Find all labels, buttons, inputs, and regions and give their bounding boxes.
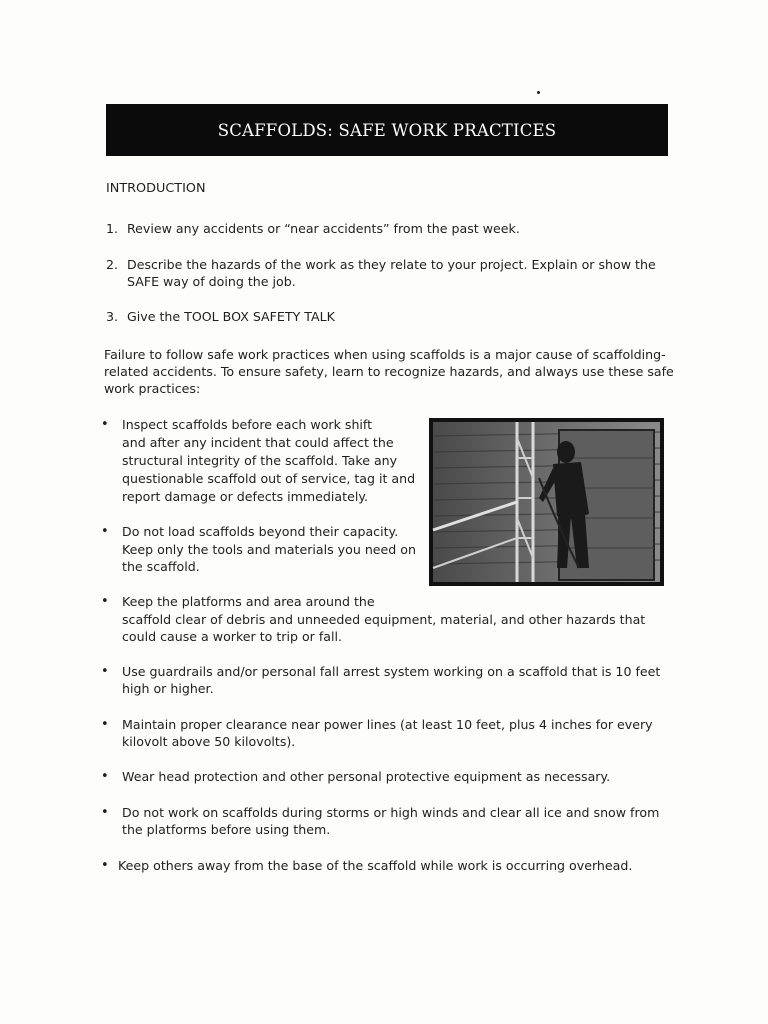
paragraph-line-2: related accidents. To ensure safety, learn to recognize hazards, and always use these safe xyxy=(104,364,674,379)
bullet-8-line-1: Keep others away from the base of the scaffold while work is occurring overhead. xyxy=(118,858,633,873)
step-number-2: 2. xyxy=(106,257,119,272)
step-1-line-1: Review any accidents or “near accidents” from the past week. xyxy=(127,221,520,236)
bullet-3-line-2: scaffold clear of debris and unneeded equipment, material, and other hazards that xyxy=(122,612,646,627)
step-2-line-1: Describe the hazards of the work as they relate to your project. Explain or show the xyxy=(127,257,656,272)
bullet-6-symbol: • xyxy=(101,769,109,784)
step-number-1: 1. xyxy=(106,221,119,236)
bullet-5-line-2: kilovolt above 50 kilovolts). xyxy=(122,734,296,749)
paragraph-line-1: Failure to follow safe work practices when using scaffolds is a major cause of scaffolding- xyxy=(104,347,666,362)
bullet-6-line-1: Wear head protection and other personal protective equipment as necessary. xyxy=(122,769,611,784)
bullet-7-line-2: the platforms before using them. xyxy=(122,822,331,837)
bullet-4-line-1: Use guardrails and/or personal fall arrest system working on a scaffold that is 10 feet xyxy=(122,664,661,679)
page-title: SCAFFOLDS: SAFE WORK PRACTICES xyxy=(217,120,557,140)
bullet-1-line-3: structural integrity of the scaffold. Take any xyxy=(122,453,398,468)
step-2-line-2: SAFE way of doing the job. xyxy=(127,274,296,289)
bullet-3-line-3: could cause a worker to trip or fall. xyxy=(122,629,343,644)
bullet-2-line-3: the scaffold. xyxy=(122,559,200,574)
step-number-3: 3. xyxy=(106,309,119,324)
bullet-7-line-1: Do not work on scaffolds during storms or high winds and clear all ice and snow from xyxy=(122,805,660,820)
bullet-4-symbol: • xyxy=(101,664,109,679)
introduction-heading: INTRODUCTION xyxy=(106,181,206,196)
scaffold-worker-photo xyxy=(429,418,664,586)
title-bar xyxy=(106,104,668,156)
bullet-7-symbol: • xyxy=(101,805,109,820)
paragraph-line-3: work practices: xyxy=(104,381,201,396)
bullet-3-line-1: Keep the platforms and area around the xyxy=(122,594,375,609)
bullet-2-symbol: • xyxy=(101,524,109,539)
bullet-1-line-5: report damage or defects immediately. xyxy=(122,489,368,504)
bullet-3-symbol: • xyxy=(101,594,109,609)
bullet-1-line-4: questionable scaffold out of service, tag it and xyxy=(122,471,416,486)
bullet-1-symbol: • xyxy=(101,417,109,432)
scan-speck xyxy=(536,90,540,94)
bullet-4-line-2: high or higher. xyxy=(122,681,214,696)
step-3-line-1: Give the TOOL BOX SAFETY TALK xyxy=(127,309,335,324)
bullet-8-symbol: • xyxy=(101,858,109,873)
bullet-2-line-2: Keep only the tools and materials you need on xyxy=(122,542,416,557)
scaffold-photo-illustration xyxy=(429,418,664,586)
bullet-1-line-2: and after any incident that could affect the xyxy=(122,435,394,450)
bullet-5-symbol: • xyxy=(101,717,109,732)
bullet-1-line-1: Inspect scaffolds before each work shift xyxy=(122,417,373,432)
bullet-2-line-1: Do not load scaffolds beyond their capacity. xyxy=(122,524,399,539)
bullet-5-line-1: Maintain proper clearance near power lines (at least 10 feet, plus 4 inches for every xyxy=(122,717,653,732)
